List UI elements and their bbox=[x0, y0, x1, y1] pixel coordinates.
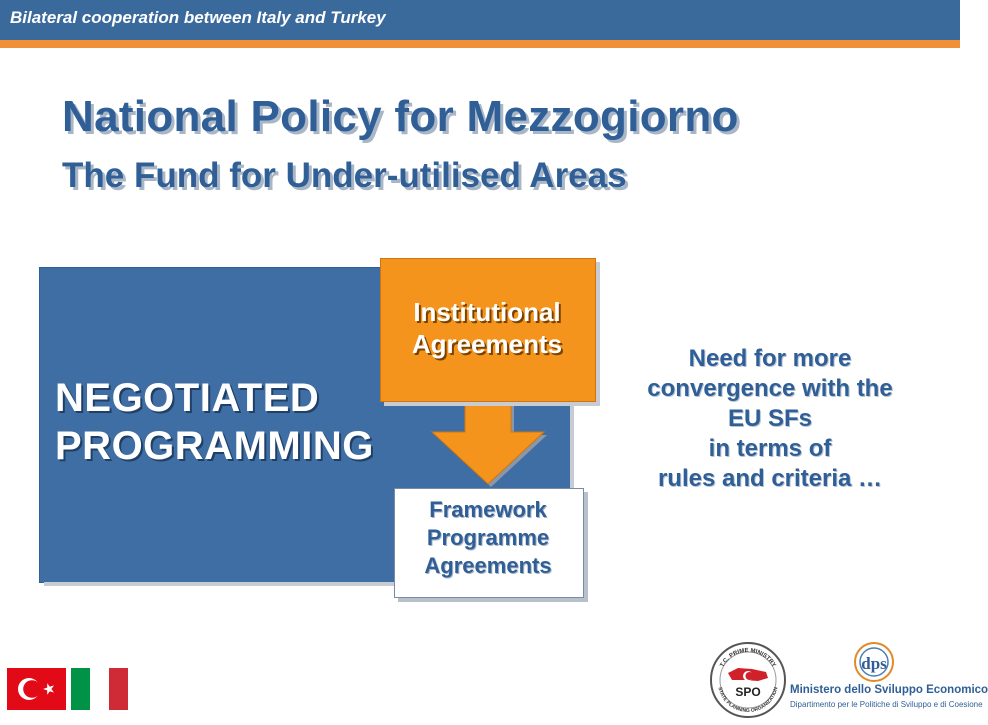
svg-text:T.C. PRIME MINISTRY: T.C. PRIME MINISTRY bbox=[719, 647, 777, 669]
spo-abbr: SPO bbox=[735, 685, 761, 699]
side-note: Need for more convergence with the EU SFs in terms of rules and criteria … bbox=[647, 345, 893, 492]
spo-logo bbox=[708, 640, 788, 725]
page-subtitle: The Fund for Under-utilised Areas bbox=[62, 156, 627, 195]
header-title: Bilateral cooperation between Italy and Turkey bbox=[10, 8, 386, 27]
institutional-agreements-label: Institutional Agreements bbox=[411, 297, 563, 359]
ministry-name: Ministero dello Sviluppo Economico bbox=[790, 684, 988, 696]
svg-text:STATE PLANNING ORGANIZATION: STATE PLANNING ORGANIZATION bbox=[716, 686, 780, 715]
dps-mark: dps bbox=[861, 654, 887, 673]
header-stripe bbox=[0, 40, 960, 48]
ministry-department: Dipartimento per le Politiche di Sviluppo e di Coesione bbox=[790, 700, 983, 709]
negotiated-programming-label: NEGOTIATED PROGRAMMING bbox=[55, 376, 374, 468]
italy-flag-icon bbox=[71, 668, 128, 710]
ministry-logo bbox=[790, 640, 988, 718]
framework-programme-agreements-label: Framework Programme Agreements bbox=[424, 497, 552, 578]
page-title: National Policy for Mezzogiorno bbox=[62, 92, 739, 141]
turkey-flag-icon bbox=[7, 668, 66, 710]
